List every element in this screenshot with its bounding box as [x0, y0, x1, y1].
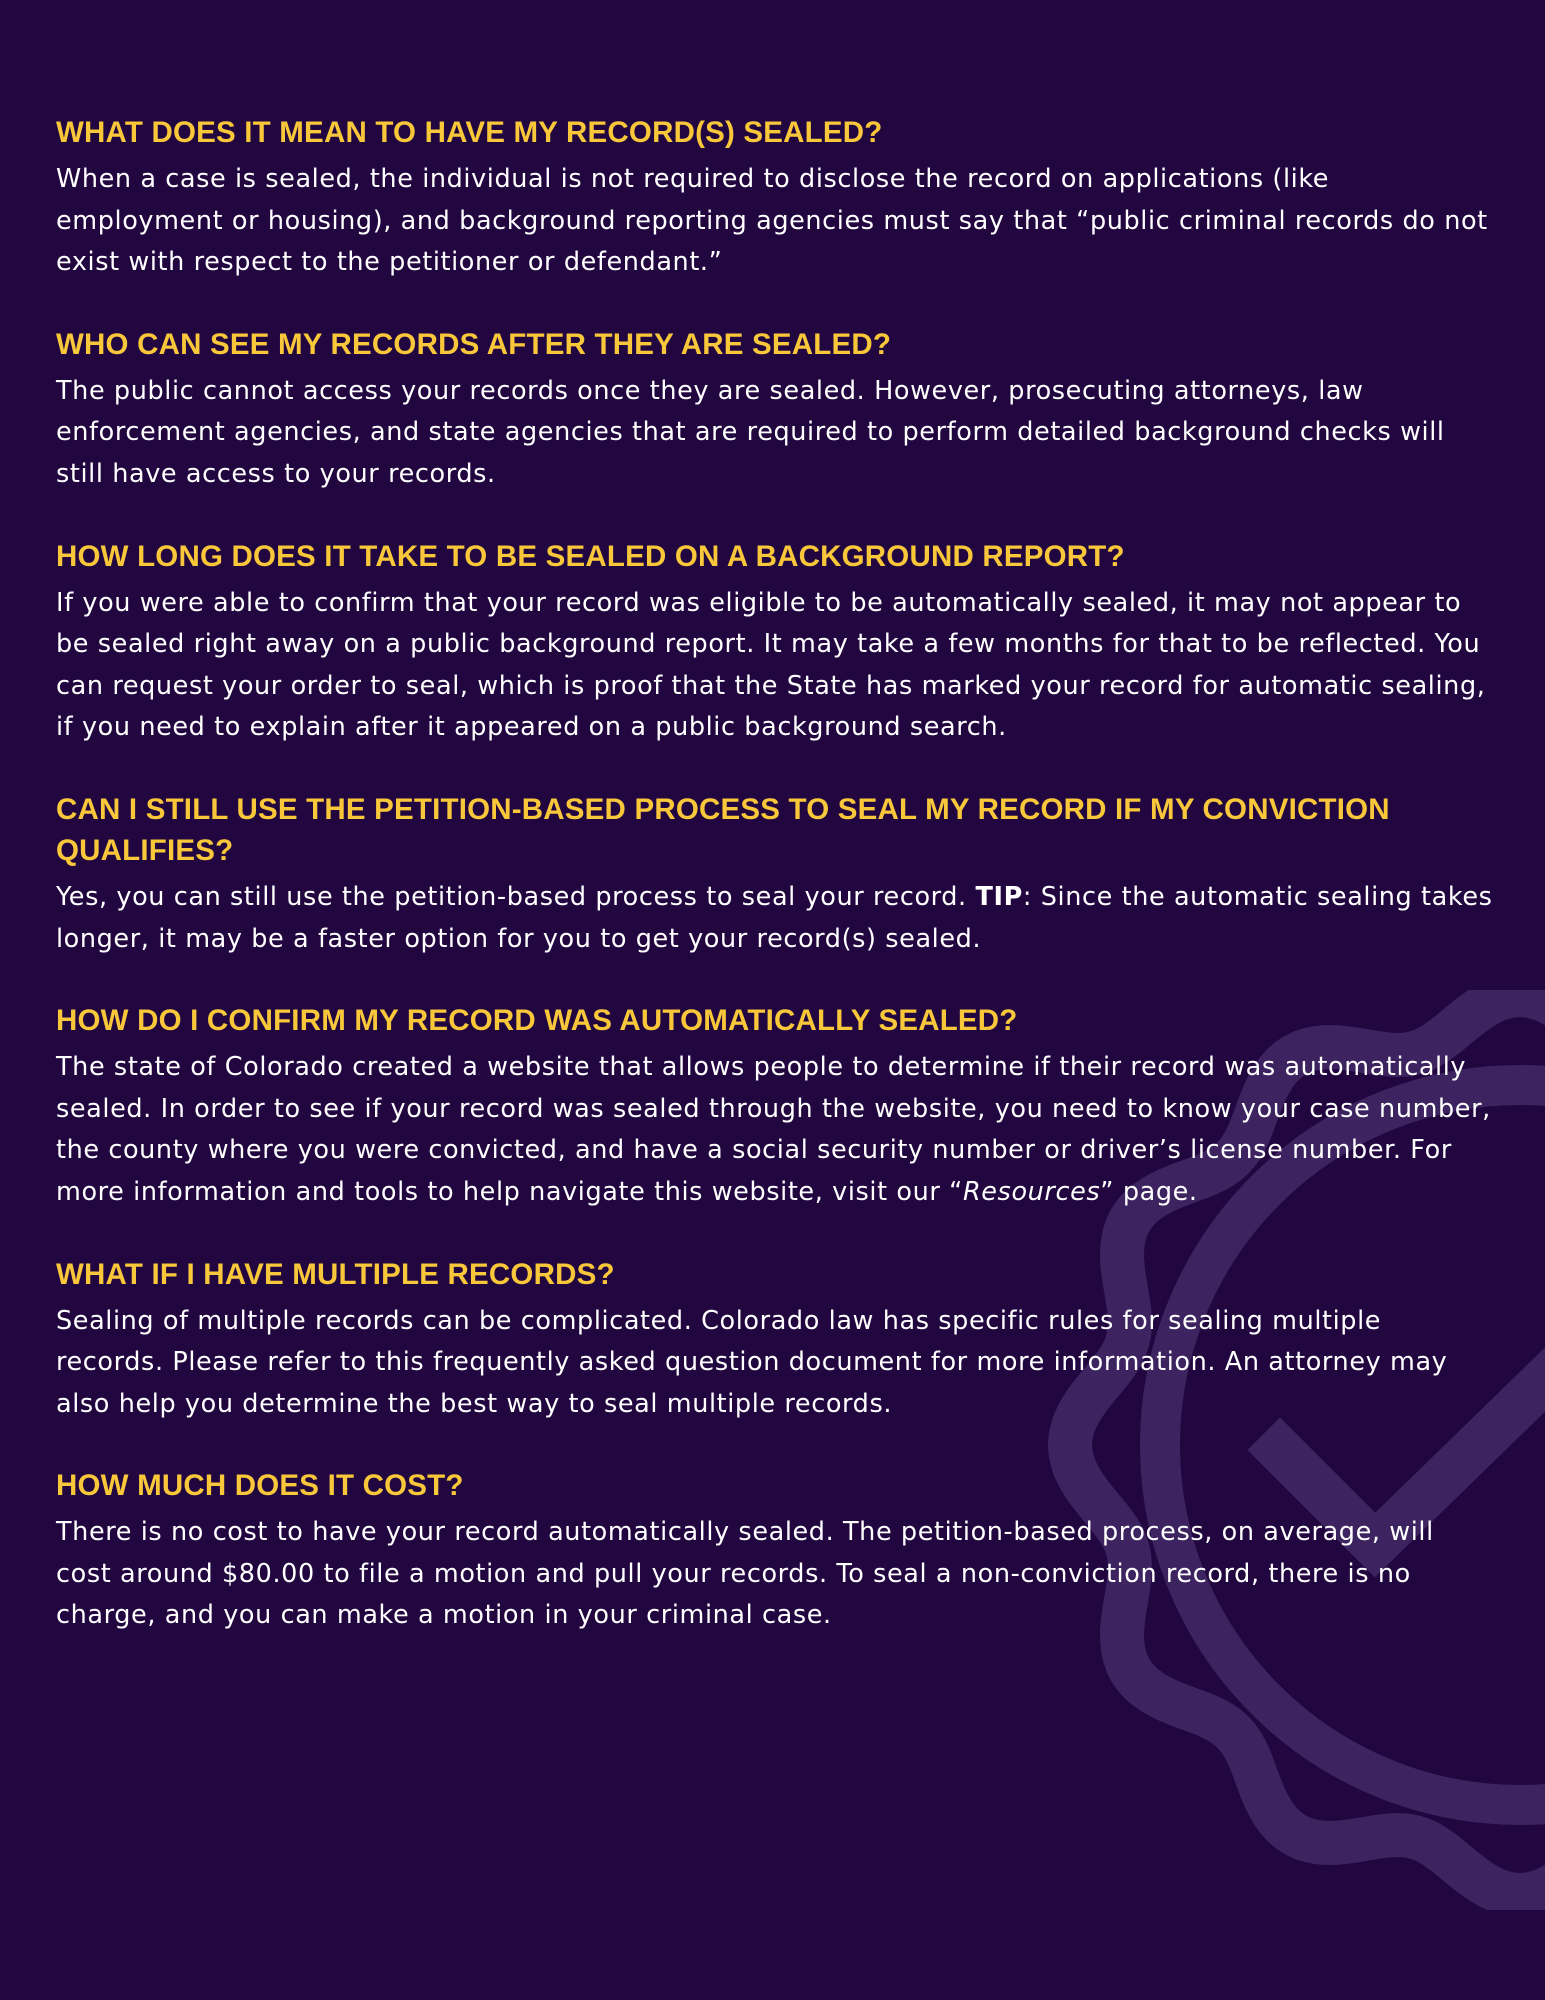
faq-answer	[56, 877, 1496, 960]
faq-question: WHO CAN SEE MY RECORDS AFTER THEY ARE SEALED?	[56, 327, 892, 361]
faq-answer: The public cannot access your records once they are sealed. However, prosecuting attorneys, law enforcement agencies, and state agencies that are required to perform detailed background checks will still have access to your records.	[56, 375, 1445, 489]
faq-answer-text: : Since the automatic sealing takes longer, it may be a faster option for you to get your record(s) sealed.	[56, 881, 1493, 954]
faq-question: HOW DO I CONFIRM MY RECORD WAS AUTOMATICALLY SEALED?	[56, 1004, 1018, 1038]
faq-answer-text: ” page.	[1100, 1176, 1198, 1207]
faq-question: WHAT DOES IT MEAN TO HAVE MY RECORD(S) SEALED?	[56, 116, 883, 149]
faq-answer	[56, 1047, 1496, 1213]
faq-question: WHAT IF I HAVE MULTIPLE RECORDS?	[56, 1257, 615, 1291]
faq-answer: There is no cost to have your record automatically sealed. The petition-based process, on average, will cost around $80.00 to file a motion and pull your records. To seal a non-conviction record, there is no charge, and you can make a motion in your criminal case.	[56, 1517, 1434, 1631]
faq-item-petition-process	[56, 789, 1496, 960]
faq-answer: Sealing of multiple records can be complicated. Colorado law has specific rules for sealing multiple records. Please refer to this frequently asked question document for more information. An attorney may also help you determine the best way to seal multiple records.	[56, 1305, 1448, 1419]
faq-answer-text: Yes, you can still use the petition-based process to seal your record.	[56, 881, 976, 912]
faq-question: HOW MUCH DOES IT COST?	[56, 1469, 464, 1503]
faq-item-confirm-sealed	[56, 1000, 1496, 1213]
resources-page-reference: Resources	[962, 1176, 1101, 1207]
faq-item-how-long	[56, 536, 1496, 749]
faq-answer: When a case is sealed, the individual is not required to disclose the record on applications (like employment or housing), and background reporting agencies must say that “public criminal records do not exist with respect to the petitioner or defendant.”	[56, 164, 1488, 278]
faq-answer-text: The state of Colorado created a website that allows people to determine if their record was automatically sealed. In order to see if your record was sealed through the website, you need to know your case number, the county where you were convicted, and have a social security number or driver’s license number. For more information and tools to help navigate this website, visit our “	[56, 1052, 1491, 1207]
faq-answer: If you were able to confirm that your record was eligible to be automatically sealed, it may not appear to be sealed right away on a public background report. It may take a few months for that to be reflected. You can request your order to seal, which is proof that the State has marked your record for automatic sealing, if you need to explain after it appeared on a public background search.	[56, 587, 1486, 743]
tip-label: TIP	[975, 881, 1023, 912]
faq-item-what-sealing-means	[56, 112, 1496, 284]
faq-item-multiple-records	[56, 1254, 1496, 1426]
faq-list	[56, 112, 1496, 1677]
faq-item-cost	[56, 1465, 1496, 1637]
faq-question: CAN I STILL USE THE PETITION-BASED PROCESS TO SEAL MY RECORD IF MY CONVICTION QUALIFIES?	[56, 792, 1390, 867]
faq-question: HOW LONG DOES IT TAKE TO BE SEALED ON A BACKGROUND REPORT?	[56, 539, 1125, 573]
faq-item-who-can-see	[56, 324, 1496, 496]
